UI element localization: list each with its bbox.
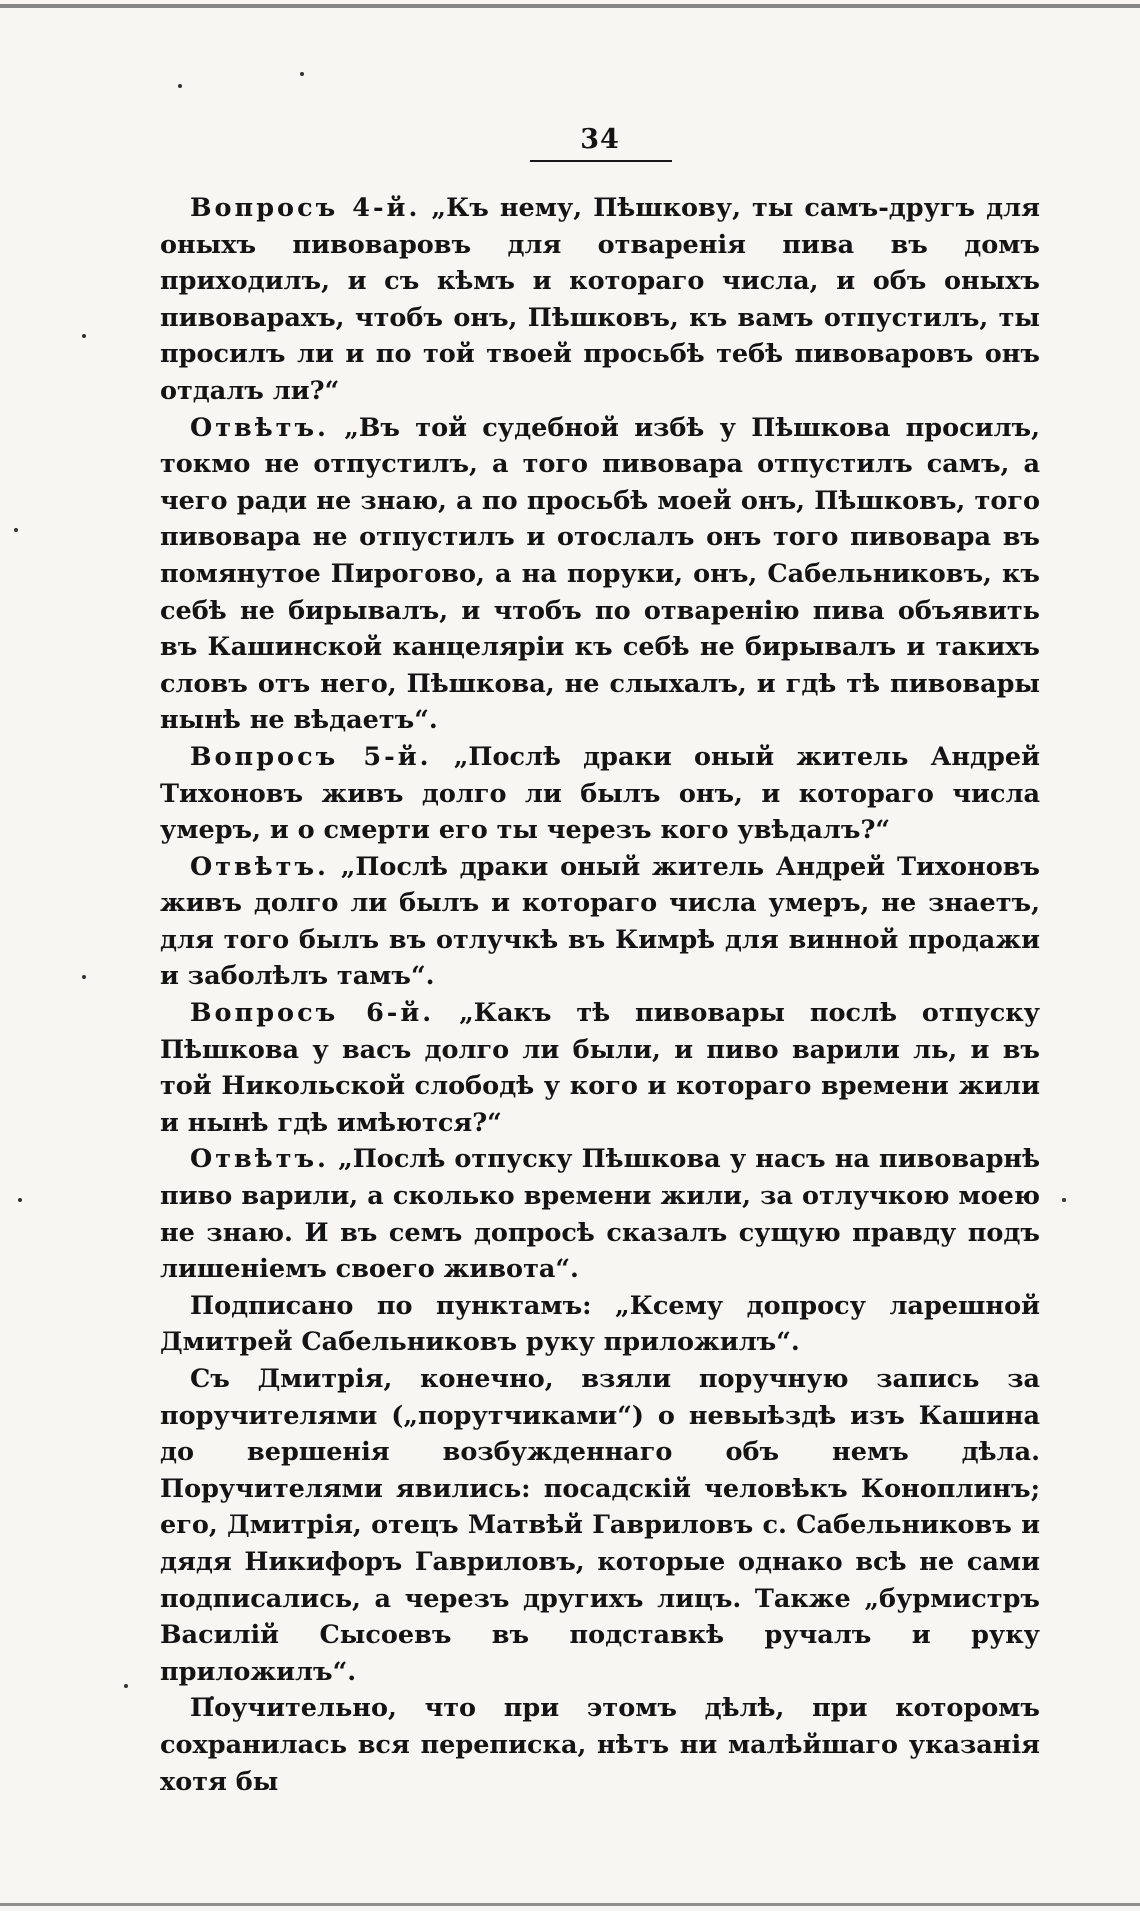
question-label: Вопросъ 4-й. — [190, 193, 421, 223]
header-rule — [530, 160, 672, 162]
scan-speck — [18, 1198, 22, 1202]
scan-speck — [14, 528, 18, 532]
paragraph-text: „Къ нему, Пѣшкову, ты самъ-другъ для оныхъ пивоваровъ для отваренія пива въ домъ приходилъ, и съ кѣмъ и котораго числа, и объ оныхъ пивоварахъ, чтобъ онъ, Пѣшковъ, къ вамъ отпустилъ, ты просилъ ли и по той твоей просьбѣ тебѣ пивоваровъ онъ отдалъ ли?“ — [160, 193, 1040, 406]
paragraph-text: Подписано по пунктамъ: „Ксему допросу ларешной Дмитрей Сабельниковъ руку приложилъ“. — [160, 1290, 1040, 1358]
paragraph-text: „Послѣ драки оный житель Андрей Тихоновъ живъ долго ли былъ и котораго числа умеръ, не знаетъ, для того былъ въ отлучкѣ въ Кимрѣ для винной продажи и заболѣлъ тамъ“. — [160, 851, 1040, 992]
scan-top-edge — [0, 4, 1140, 8]
scan-speck — [178, 84, 182, 88]
page-number: 34 — [580, 124, 620, 155]
paragraph-text: „Послѣ отпуску Пѣшкова у насъ на пивоварнѣ пиво варили, а сколько времени жили, за отлучкою моею не знаю. И въ семъ допросѣ сказалъ сущую правду подъ лишеніемъ своего живота“. — [160, 1144, 1040, 1285]
paragraph-surety — [160, 1361, 1040, 1690]
paragraph-question-4 — [160, 190, 1040, 410]
scan-speck — [82, 975, 86, 979]
question-label: Вопросъ 6-й. — [190, 998, 435, 1029]
scan-speck — [1062, 1198, 1066, 1202]
body-text — [160, 190, 1040, 1800]
paragraph-text: „Въ той судебной избѣ у Пѣшкова просилъ, токмо не отпустилъ, а того пивовара отпустилъ самъ, а чего ради не знаю, а по просьбѣ моей онъ, Пѣшковъ, того пивовара не отпустилъ и отослалъ онъ того пивовара въ помянутое Пирогово, а на поруки, онъ, Сабельниковъ, къ себѣ не бирывалъ, и чтобъ по отваренію пива объявить въ Кашинской канцеляріи къ себѣ не бирывалъ и такихъ словъ отъ него, Пѣшкова, не слыхалъ, и гдѣ тѣ пивовары нынѣ не вѣдаетъ“. — [160, 412, 1040, 736]
paragraph-answer-4 — [160, 410, 1040, 739]
answer-label: Отвѣтъ. — [190, 1144, 329, 1175]
paragraph-question-5 — [160, 739, 1040, 849]
paragraph-final — [160, 1690, 1040, 1800]
paragraph-text: Съ Дмитрія, конечно, взяли поручную запись за поручителями („порутчиками“) о невыѣздѣ изъ Кашина до вершенія возбужденнаго объ немъ дѣла. Поручителями явились: посадскій человѣкъ Коноплинъ; его, Дмитрія, отецъ Матвѣй Гавриловъ с. Сабельниковъ и дядя Никифоръ Гавриловъ, которые однако всѣ не сами подписались, а черезъ другихъ лицъ. Также „бурмистръ Василій Сысоевъ въ подставкѣ ручалъ и руку приложилъ“. — [160, 1364, 1040, 1687]
paragraph-signature — [160, 1288, 1040, 1361]
paragraph-question-6 — [160, 995, 1040, 1141]
paragraph-answer-5 — [160, 849, 1040, 995]
scan-speck — [82, 334, 86, 338]
answer-label: Отвѣтъ. — [190, 412, 329, 443]
scan-speck — [124, 1684, 128, 1688]
question-label: Вопросъ 5-й. — [190, 741, 432, 772]
paragraph-answer-6 — [160, 1141, 1040, 1287]
paragraph-text: „Какъ тѣ пивовары послѣ отпуску Пѣшкова у васъ долго ли были, и пиво варили ль, и въ той Никольской слободѣ у кого и котораго времени жили и нынѣ гдѣ имѣются?“ — [160, 998, 1040, 1138]
answer-label: Отвѣтъ. — [190, 851, 329, 882]
scan-bottom-edge — [0, 1903, 1140, 1906]
paragraph-text: Поучительно, что при этомъ дѣлѣ, при которомъ сохранилась вся переписка, нѣтъ ни малѣйшаго указанія хотя бы — [160, 1693, 1040, 1797]
scan-speck — [300, 72, 304, 76]
paragraph-text: „Послѣ драки оный житель Андрей Тихоновъ живъ долго ли былъ онъ, и котораго числа умеръ, и о смерти его ты черезъ кого увѣдалъ?“ — [160, 741, 1040, 846]
